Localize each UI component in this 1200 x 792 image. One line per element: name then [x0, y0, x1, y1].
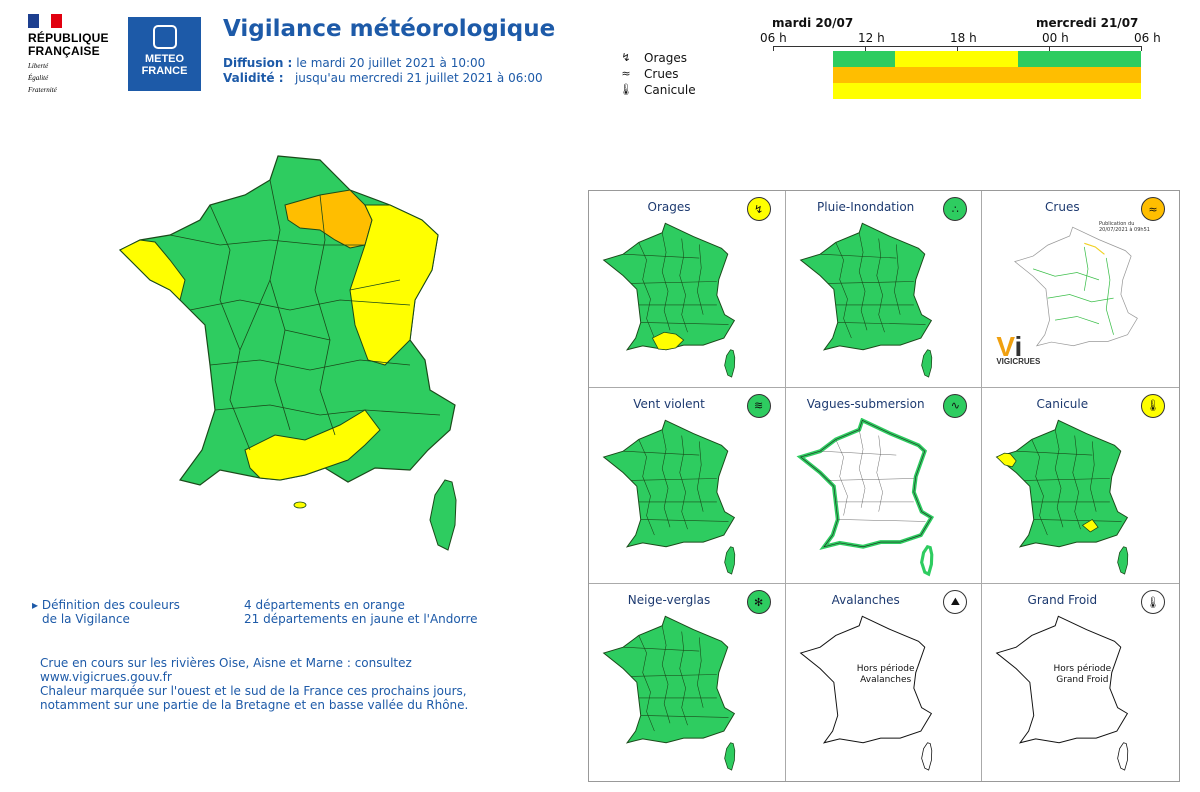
tick-mark — [773, 46, 774, 51]
definition-line1[interactable]: Définition des couleurs — [41, 598, 180, 612]
mini-map-pluie — [792, 221, 942, 381]
mini-map-vent — [595, 418, 745, 578]
timeline-bar-crues — [833, 67, 1141, 83]
avalanches-off-season — [826, 664, 946, 686]
rain-icon: ∴ — [943, 197, 967, 221]
panel-label: Pluie-Inondation — [817, 200, 915, 214]
thermometer-icon: 🌡 — [1141, 590, 1165, 614]
tick-1: 12 h — [858, 31, 885, 45]
republique-francaise-logo — [28, 14, 118, 94]
panel-label: Vent violent — [633, 396, 705, 411]
wind-icon: ≋ — [747, 394, 771, 418]
validite-label: Validité : — [223, 71, 284, 85]
bulletin-line4: notamment sur une partie de la Bretagne et en basse vallée du Rhône. — [40, 698, 469, 712]
vigicrues-link[interactable]: www.vigicrues.gouv.fr — [40, 670, 172, 684]
off-season-line2: Grand Froid — [1056, 675, 1109, 686]
meteo-text: METEO — [144, 53, 185, 65]
panel-label: Canicule — [1036, 396, 1089, 411]
timeline-segment — [833, 51, 895, 67]
tick-2: 18 h — [950, 31, 977, 45]
counts-block — [244, 598, 478, 626]
phenomena-legend — [618, 50, 696, 98]
andorra-yellow[interactable] — [294, 502, 306, 508]
crues-publication-text: Publication du 20/07/2021 à 09h51 — [1099, 221, 1150, 233]
timeline-segment — [895, 51, 1018, 67]
thermometer-icon: 🌡 — [1141, 394, 1165, 418]
tick-0: 06 h — [760, 31, 787, 45]
snow-icon: ✻ — [747, 590, 771, 614]
vigicrues-logo: Vi VIGICRUES — [996, 331, 1041, 366]
panel-neige-verglas[interactable] — [589, 584, 786, 781]
wave-icon: ∿ — [943, 394, 967, 418]
diffusion-block — [223, 56, 543, 86]
panel-grand-froid[interactable] — [982, 584, 1179, 781]
count-yellow: 21 départements en jaune et l'Andorre — [244, 612, 478, 626]
corsica-green[interactable] — [430, 480, 456, 550]
panel-vent-violent[interactable] — [589, 388, 786, 585]
legend-orages: Orages — [644, 51, 687, 65]
panel-label: Neige-verglas — [627, 593, 711, 608]
bulletin-text — [40, 656, 468, 712]
page-title: Vigilance météorologique — [223, 16, 556, 42]
france-vigilance-map[interactable] — [110, 150, 470, 560]
diffusion-value: le mardi 20 juillet 2021 à 10:00 — [296, 56, 486, 70]
meteo-france-emblem-icon — [153, 25, 177, 49]
waves-icon: ≈ — [1141, 197, 1165, 221]
diffusion-label: Diffusion : — [223, 56, 293, 70]
tick-mark — [1141, 46, 1142, 51]
definition-link[interactable]: ▸ Définition des couleurs de la Vigilance — [32, 598, 180, 626]
timeline-segment — [833, 83, 1141, 99]
off-season-line2: Avalanches — [860, 675, 912, 686]
tick-3: 00 h — [1042, 31, 1069, 45]
panel-label: Vagues-submersion — [806, 396, 925, 411]
francaise-text: FRANÇAISE — [28, 44, 100, 58]
legend-canicule: Canicule — [644, 83, 696, 97]
panel-vagues-submersion[interactable] — [786, 388, 983, 585]
grandfroid-off-season — [1022, 664, 1142, 686]
mini-map-orages — [595, 221, 745, 381]
panel-orages[interactable] — [589, 191, 786, 388]
mini-map-vagues — [792, 418, 942, 578]
timeline-day1: mardi 20/07 — [772, 16, 854, 30]
timeline-bar-orages — [833, 51, 1141, 67]
motto-egalite: Égalité — [28, 74, 49, 82]
waves-icon: ≈ — [621, 67, 631, 80]
vigicrues-brand: VIGICRUES — [996, 357, 1041, 366]
timeline-bar-canicule — [833, 83, 1141, 99]
lightning-icon: ↯ — [747, 197, 771, 221]
panel-crues[interactable] — [982, 191, 1179, 388]
timeline-segment — [833, 67, 1141, 83]
panel-label: Crues — [1045, 200, 1080, 214]
mini-map-canicule — [988, 418, 1138, 578]
mini-map-grand-froid — [988, 614, 1138, 774]
panel-label: Grand Froid — [1027, 593, 1098, 608]
bulletin-line1: Crue en cours sur les rivières Oise, Aisne et Marne : consultez — [40, 656, 412, 670]
republique-text: RÉPUBLIQUE — [28, 31, 109, 45]
panel-canicule[interactable] — [982, 388, 1179, 585]
definition-line2[interactable]: de la Vigilance — [42, 612, 130, 626]
off-season-line1: Hors période — [856, 664, 915, 675]
mini-map-avalanches — [792, 614, 942, 774]
timeline-segment — [1018, 51, 1141, 67]
lightning-icon: ↯ — [621, 51, 631, 64]
panel-pluie-inondation[interactable] — [786, 191, 983, 388]
bulletin-line3: Chaleur marquée sur l'ouest et le sud de la France ces prochains jours, — [40, 684, 467, 698]
french-flag-icon — [28, 14, 62, 28]
panel-label: Orages — [647, 200, 691, 214]
motto-liberte: Liberté — [28, 62, 49, 70]
timeline-day2: mercredi 21/07 — [1036, 16, 1139, 30]
count-orange: 4 départements en orange — [244, 598, 405, 612]
panel-label: Avalanches — [831, 593, 900, 608]
mini-map-neige — [595, 614, 745, 774]
motto-fraternite: Fraternité — [28, 86, 57, 94]
panel-avalanches[interactable] — [786, 584, 983, 781]
tick-4: 06 h — [1134, 31, 1161, 45]
validite-value: jusqu'au mercredi 21 juillet 2021 à 06:00 — [294, 71, 543, 85]
off-season-line1: Hors période — [1053, 664, 1112, 675]
legend-crues: Crues — [644, 67, 679, 81]
france-text: FRANCE — [141, 65, 188, 77]
phenomena-grid — [588, 190, 1180, 782]
meteo-france-logo — [128, 17, 201, 91]
thermometer-icon: 🌡 — [619, 83, 633, 96]
avalanche-icon: ⛰ — [943, 590, 967, 614]
